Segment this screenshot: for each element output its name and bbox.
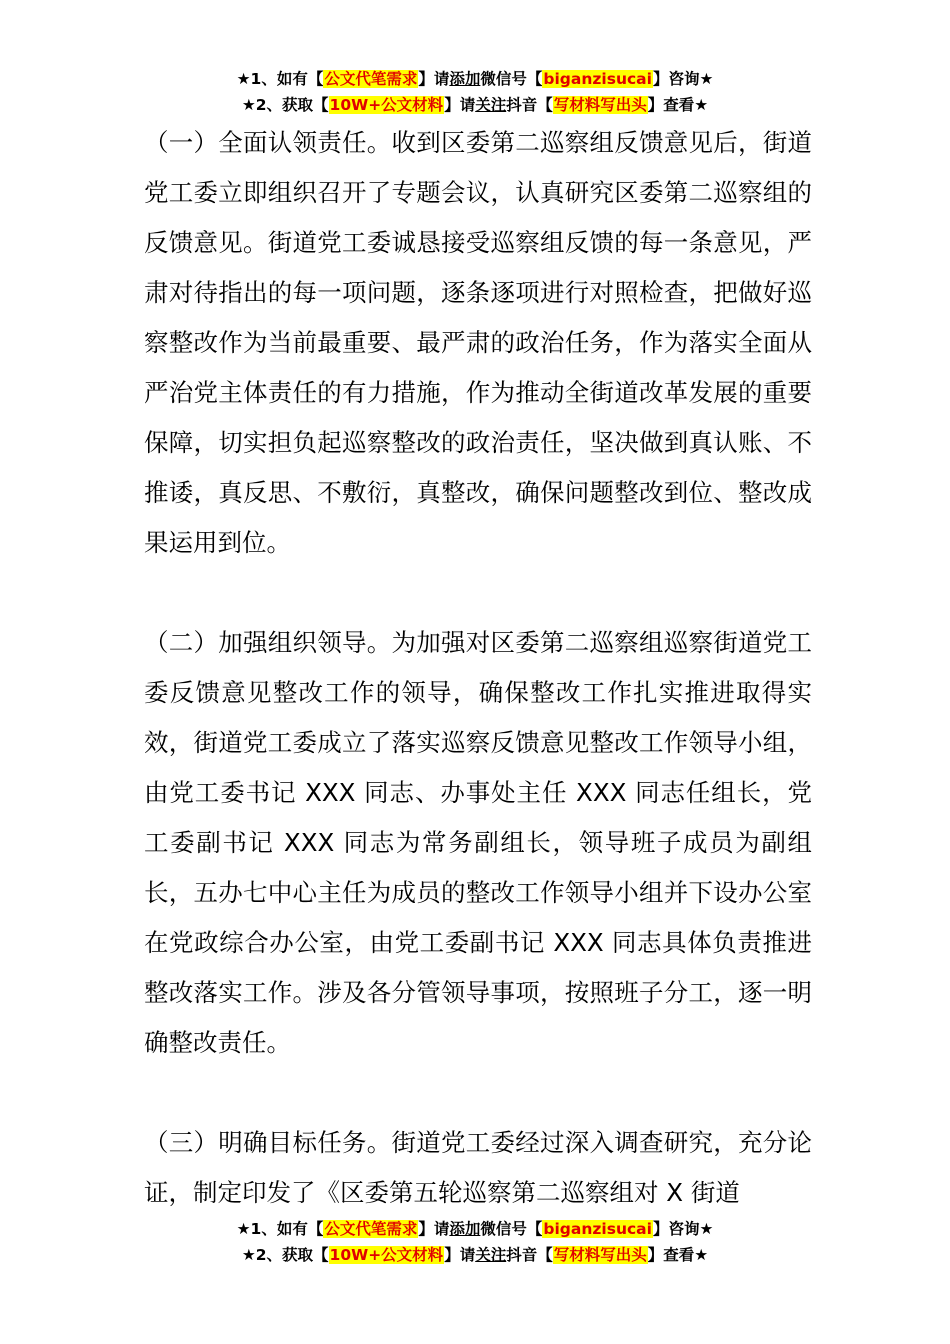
paragraph-gap — [144, 1068, 812, 1118]
paragraph-1: （一）全面认领责任。收到区委第二巡察组反馈意见后，街道党工委立即组织召开了专题会议，认真研究区委第二巡察组的反馈意见。街道党工委诚恳接受巡察组反馈的每一条意见，严肃对待指出的每一项问题，逐条逐项进行对照检查，把做好巡察整改作为当前最重要、最严肃的政治任务，作为落实全面从严治党主体责任的有力措施，作为推动全街道改革发展的重要保障，切实担负起巡察整改的政治责任，坚决做到真认账、不推诿，真反思、不敷衍，真整改，确保问题整改到位、整改成果运用到位。 — [144, 128, 812, 557]
highlight-materials: 10W+公文材料 — [329, 96, 444, 114]
banner-line-1: ★1、如有【公文代笔需求】请添加微信号【biganzisucai】咨询★ — [236, 70, 714, 88]
paragraph-2: （二）加强组织领导。为加强对区委第二巡察组巡察街道党工委反馈意见整改工作的领导，确保整改工作扎实推进取得实效，街道党工委成立了落实巡察反馈意见整改工作领导小组，由党工委书记 XXX 同志、办事处主任 XXX 同志任组长，党工委副书记 XXX 同志为常务副组长，领导班子成员为副组长，五办七中心主任为成员的整改工作领导小组并下设办公室在党政综合办公室，由党工委副书记 XXX 同志具体负责推进整改落实工作。涉及各分管领导事项，按照班子分工，逐一明确整改责任。 — [144, 628, 812, 1057]
document-body — [144, 118, 812, 1218]
banner-line-2: ★2、获取【10W+公文材料】请关注抖音【写材料写出头】查看★ — [241, 1246, 709, 1264]
paragraph-3: （三）明确目标任务。街道党工委经过深入调查研究，充分论证，制定印发了《区委第五轮巡察第二巡察组对 X 街道 — [144, 1128, 812, 1207]
paragraph-gap — [144, 568, 812, 618]
highlight-service: 公文代笔需求 — [324, 70, 418, 88]
footer-banner — [0, 1216, 950, 1268]
header-banner — [0, 66, 950, 118]
highlight-wechat-id: biganzisucai — [543, 1220, 652, 1238]
highlight-douyin-id: 写材料写出头 — [553, 1246, 647, 1264]
highlight-materials: 10W+公文材料 — [329, 1246, 444, 1264]
banner-line-2: ★2、获取【10W+公文材料】请关注抖音【写材料写出头】查看★ — [241, 96, 709, 114]
highlight-service: 公文代笔需求 — [324, 1220, 418, 1238]
highlight-wechat-id: biganzisucai — [543, 70, 652, 88]
highlight-douyin-id: 写材料写出头 — [553, 96, 647, 114]
banner-line-1: ★1、如有【公文代笔需求】请添加微信号【biganzisucai】咨询★ — [236, 1220, 714, 1238]
